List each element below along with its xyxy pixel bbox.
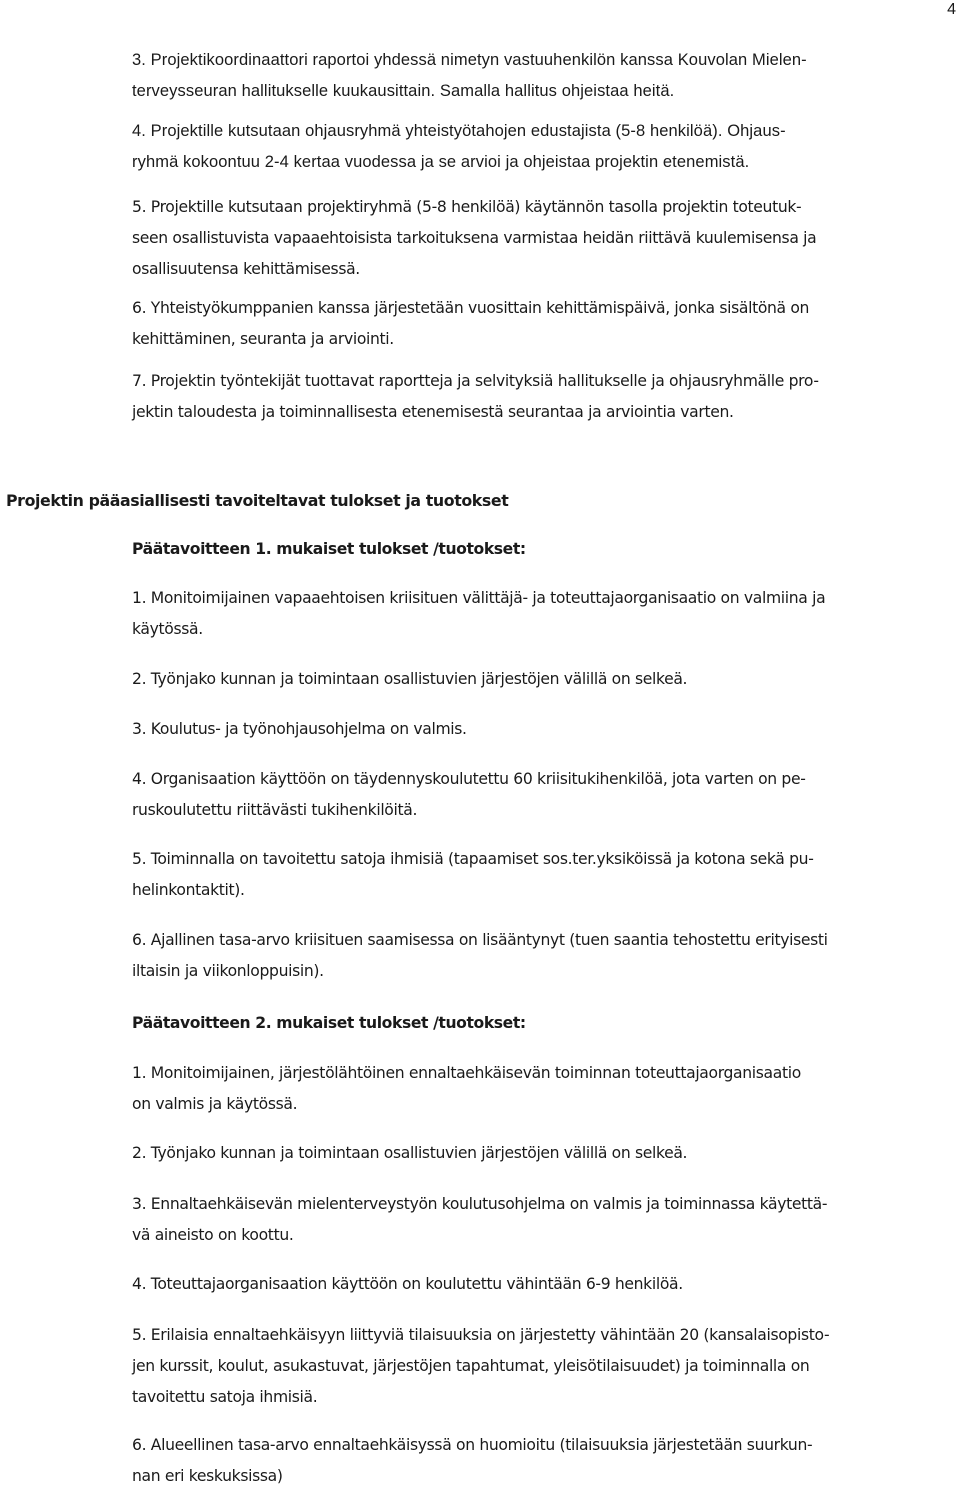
item-number: 6.	[132, 1436, 147, 1454]
goal2-item-1	[132, 1058, 952, 1120]
item-line: Työnjako kunnan ja toimintaan osallistuvien järjestöjen välillä on selkeä.	[150, 670, 688, 688]
top-item-6	[132, 293, 952, 355]
item-number: 5.	[132, 198, 147, 216]
item-number: 2.	[132, 1144, 147, 1162]
item-line: Monitoimijainen vapaaehtoisen kriisituen välittäjä- ja toteuttajaorganisaatio on valmiina ja	[150, 589, 826, 607]
item-line: Työnjako kunnan ja toimintaan osallistuvien järjestöjen välillä on selkeä.	[150, 1144, 688, 1162]
item-line: terveysseuran hallitukselle kuukausittain. Samalla hallitus ohjeistaa heitä.	[132, 82, 675, 100]
item-line: on valmis ja käytössä.	[132, 1095, 298, 1113]
goal1-item-2	[132, 664, 952, 695]
item-line: jen kurssit, koulut, asukastuvat, järjestöjen tapahtumat, yleisötilaisuudet) ja toiminnalla on	[132, 1357, 810, 1375]
item-line: kehittäminen, seuranta ja arviointi.	[132, 330, 394, 348]
item-number: 5.	[132, 1326, 147, 1344]
goal2-item-4	[132, 1269, 952, 1300]
item-line: seen osallistuvista vapaaehtoisista tarkoituksena varmistaa heidän riittävä kuulemisensa ja	[132, 229, 817, 247]
item-line: Toiminnalla on tavoitettu satoja ihmisiä (tapaamiset sos.ter.yksiköissä ja kotona sekä pu-	[150, 850, 814, 868]
item-number: 3.	[132, 1195, 147, 1213]
item-number: 6.	[132, 931, 147, 949]
item-number: 7.	[132, 372, 147, 390]
goal1-item-3	[132, 714, 952, 745]
item-number: 5.	[132, 850, 147, 868]
item-line: nan eri keskuksissa)	[132, 1467, 283, 1485]
item-line: Projektikoordinaattori raportoi yhdessä nimetyn vastuuhenkilön kanssa Kouvolan Mielen-	[150, 51, 807, 69]
item-number: 4.	[132, 770, 147, 788]
goal1-item-6	[132, 925, 952, 987]
goal1-item-1	[132, 583, 952, 645]
item-line: Projektin työntekijät tuottavat raportteja ja selvityksiä hallitukselle ja ohjausryhmälle pro-	[150, 372, 819, 390]
goal1-item-4	[132, 764, 952, 826]
item-line: Toteuttajaorganisaation käyttöön on koulutettu vähintään 6-9 henkilöä.	[150, 1275, 683, 1293]
goal2-heading: Päätavoitteen 2. mukaiset tulokset /tuotokset:	[132, 1014, 526, 1032]
item-number: 2.	[132, 670, 147, 688]
item-number: 1.	[132, 1064, 147, 1082]
item-line: tavoitettu satoja ihmisiä.	[132, 1388, 318, 1406]
top-item-5	[132, 192, 952, 285]
page-number: 4	[947, 1, 956, 18]
top-item-7	[132, 366, 952, 428]
item-line: iltaisin ja viikonloppuisin).	[132, 962, 324, 980]
item-line: käytössä.	[132, 620, 203, 638]
item-line: Yhteistyökumppanien kanssa järjestetään vuosittain kehittämispäivä, jonka sisältönä on	[150, 299, 810, 317]
item-number: 3.	[132, 51, 146, 69]
item-line: Koulutus- ja työnohjausohjelma on valmis.	[150, 720, 467, 738]
item-line: vä aineisto on koottu.	[132, 1226, 294, 1244]
item-line: ryhmä kokoontuu 2-4 kertaa vuodessa ja se arvioi ja ohjeistaa projektin etenemistä.	[132, 153, 750, 171]
item-line: helinkontaktit).	[132, 881, 245, 899]
item-line: Ennaltaehkäisevän mielenterveystyön koulutusohjelma on valmis ja toiminnassa käytettä-	[150, 1195, 828, 1213]
item-number: 4.	[132, 1275, 147, 1293]
item-line: Erilaisia ennaltaehkäisyyn liittyviä tilaisuuksia on järjestetty vähintään 20 (kansalaisopisto-	[150, 1326, 830, 1344]
item-number: 4.	[132, 122, 146, 140]
item-number: 6.	[132, 299, 147, 317]
item-number: 3.	[132, 720, 147, 738]
top-item-3	[132, 45, 952, 107]
item-line: Projektille kutsutaan ohjausryhmä yhteistyötahojen edustajista (5-8 henkilöä). Ohjaus-	[150, 122, 786, 140]
goal2-item-3	[132, 1189, 952, 1251]
item-number: 1.	[132, 589, 147, 607]
item-line: ruskoulutettu riittävästi tukihenkilöitä.	[132, 801, 418, 819]
goal2-item-5	[132, 1320, 952, 1413]
item-line: jektin taloudesta ja toiminnallisesta etenemisestä seurantaa ja arviointia varten.	[132, 403, 734, 421]
goal2-item-2	[132, 1138, 952, 1169]
item-line: Alueellinen tasa-arvo ennaltaehkäisyssä on huomioitu (tilaisuuksia järjestetään suurkun-	[150, 1436, 813, 1454]
item-line: Projektille kutsutaan projektiryhmä (5-8 henkilöä) käytännön tasolla projektin toteutuk-	[150, 198, 802, 216]
item-line: Ajallinen tasa-arvo kriisituen saamisessa on lisääntynyt (tuen saantia tehostettu erityisesti	[150, 931, 828, 949]
item-line: osallisuutensa kehittämisessä.	[132, 260, 360, 278]
top-item-4	[132, 116, 952, 178]
section-heading: Projektin pääasiallisesti tavoiteltavat tulokset ja tuotokset	[6, 491, 509, 510]
item-line: Monitoimijainen, järjestölähtöinen ennaltaehkäisevän toiminnan toteuttajaorganisaatio	[150, 1064, 801, 1082]
goal1-heading: Päätavoitteen 1. mukaiset tulokset /tuotokset:	[132, 540, 526, 558]
goal2-item-6	[132, 1430, 952, 1492]
goal1-item-5	[132, 844, 952, 906]
item-line: Organisaation käyttöön on täydennyskoulutettu 60 kriisitukihenkilöä, jota varten on pe-	[150, 770, 806, 788]
